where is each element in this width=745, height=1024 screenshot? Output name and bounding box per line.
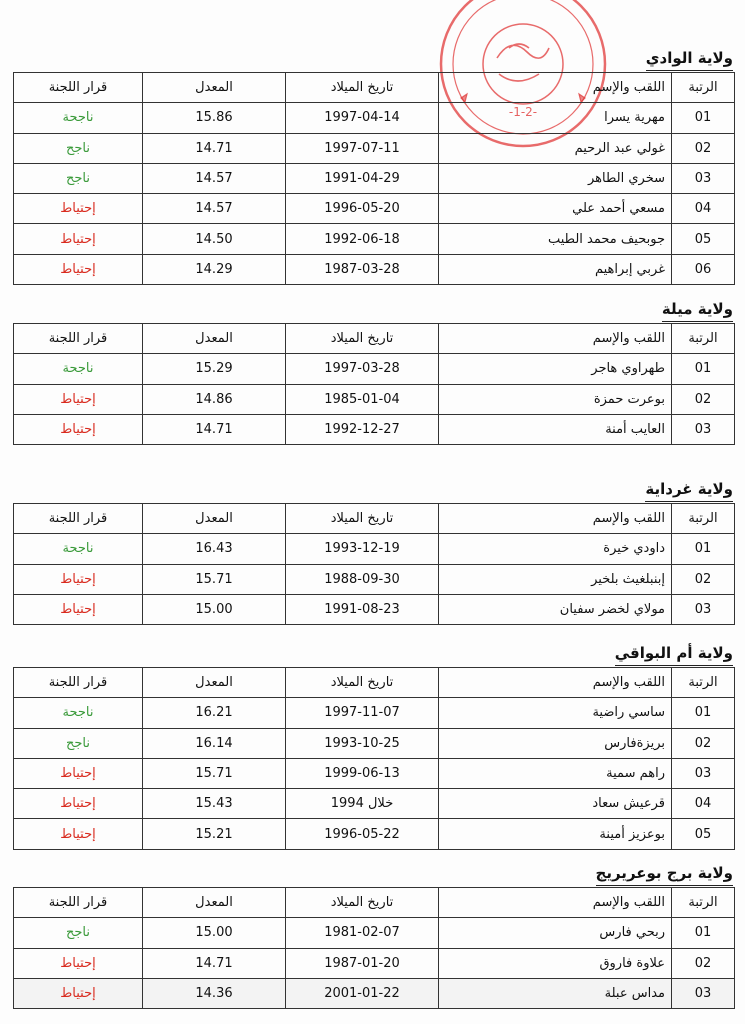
- decision-cell: إحتياط: [14, 758, 143, 788]
- name-cell: إبنبلغيث بلخير: [439, 564, 672, 594]
- name-cell: مداس عبلة: [439, 978, 672, 1008]
- column-header-decision: قرار اللجنة: [14, 668, 143, 698]
- average-cell: 14.71: [143, 133, 286, 163]
- table-row: [14, 948, 735, 978]
- name-cell: غولي عبد الرحيم: [439, 133, 672, 163]
- average-cell: 14.71: [143, 414, 286, 444]
- column-header-birth: تاريخ الميلاد: [286, 324, 439, 354]
- name-cell: ساسي راضية: [439, 698, 672, 728]
- column-header-rank: الرتبة: [672, 888, 735, 918]
- decision-cell: ناجحة: [14, 698, 143, 728]
- birth-date-cell: 1991-04-29: [286, 163, 439, 193]
- rank-cell: 02: [672, 564, 735, 594]
- average-cell: 15.21: [143, 819, 286, 849]
- name-cell: بريزةفارس: [439, 728, 672, 758]
- decision-cell: إحتياط: [14, 978, 143, 1008]
- table-row: [14, 163, 735, 193]
- rank-cell: 05: [672, 224, 735, 254]
- name-cell: بوعرت حمزة: [439, 384, 672, 414]
- decision-cell: ناجح: [14, 728, 143, 758]
- name-cell: غربي إبراهيم: [439, 254, 672, 284]
- section-title: ولاية ميلة: [662, 299, 733, 322]
- rank-cell: 02: [672, 728, 735, 758]
- section-title: ولاية غرداية: [645, 479, 733, 502]
- table-header-row: [14, 668, 735, 698]
- name-cell: قرعيش سعاد: [439, 789, 672, 819]
- results-table: [13, 323, 735, 445]
- name-cell: طهراوي هاجر: [439, 354, 672, 384]
- average-cell: 14.57: [143, 194, 286, 224]
- column-header-rank: الرتبة: [672, 73, 735, 103]
- decision-cell: إحتياط: [14, 224, 143, 254]
- birth-date-cell: خلال 1994: [286, 789, 439, 819]
- decision-cell: إحتياط: [14, 789, 143, 819]
- average-cell: 15.71: [143, 758, 286, 788]
- table-header-row: [14, 324, 735, 354]
- birth-date-cell: 1997-07-11: [286, 133, 439, 163]
- column-header-decision: قرار اللجنة: [14, 504, 143, 534]
- average-cell: 16.21: [143, 698, 286, 728]
- column-header-decision: قرار اللجنة: [14, 324, 143, 354]
- birth-date-cell: 1996-05-22: [286, 819, 439, 849]
- column-header-average: المعدل: [143, 324, 286, 354]
- name-cell: داودي خيرة: [439, 534, 672, 564]
- table-row: [14, 254, 735, 284]
- birth-date-cell: 2001-01-22: [286, 978, 439, 1008]
- column-header-birth: تاريخ الميلاد: [286, 504, 439, 534]
- average-cell: 14.71: [143, 948, 286, 978]
- decision-cell: ناجحة: [14, 354, 143, 384]
- column-header-rank: الرتبة: [672, 668, 735, 698]
- rank-cell: 01: [672, 534, 735, 564]
- average-cell: 15.86: [143, 103, 286, 133]
- table-row: [14, 354, 735, 384]
- table-row: [14, 698, 735, 728]
- name-cell: علاوة فاروق: [439, 948, 672, 978]
- table-row: [14, 564, 735, 594]
- birth-date-cell: 1997-04-14: [286, 103, 439, 133]
- birth-date-cell: 1987-01-20: [286, 948, 439, 978]
- name-cell: ربحي فارس: [439, 918, 672, 948]
- rank-cell: 03: [672, 594, 735, 624]
- column-header-average: المعدل: [143, 668, 286, 698]
- column-header-name: اللقب والإسم: [439, 888, 672, 918]
- rank-cell: 06: [672, 254, 735, 284]
- column-header-name: اللقب والإسم: [439, 73, 672, 103]
- birth-date-cell: 1981-02-07: [286, 918, 439, 948]
- column-header-name: اللقب والإسم: [439, 504, 672, 534]
- name-cell: سخري الطاهر: [439, 163, 672, 193]
- column-header-decision: قرار اللجنة: [14, 73, 143, 103]
- table-row: [14, 594, 735, 624]
- column-header-average: المعدل: [143, 73, 286, 103]
- decision-cell: إحتياط: [14, 594, 143, 624]
- table-row: [14, 103, 735, 133]
- average-cell: 16.43: [143, 534, 286, 564]
- rank-cell: 01: [672, 103, 735, 133]
- average-cell: 14.50: [143, 224, 286, 254]
- column-header-average: المعدل: [143, 888, 286, 918]
- birth-date-cell: 1993-12-19: [286, 534, 439, 564]
- birth-date-cell: 1992-06-18: [286, 224, 439, 254]
- average-cell: 15.29: [143, 354, 286, 384]
- stamp-number: -1-2-: [508, 105, 538, 119]
- column-header-birth: تاريخ الميلاد: [286, 668, 439, 698]
- birth-date-cell: 1988-09-30: [286, 564, 439, 594]
- table-header-row: [14, 73, 735, 103]
- birth-date-cell: 1991-08-23: [286, 594, 439, 624]
- results-table: [13, 667, 735, 850]
- table-row: [14, 414, 735, 444]
- section-title: ولاية برج بوعريريج: [596, 863, 733, 886]
- column-header-rank: الرتبة: [672, 504, 735, 534]
- column-header-name: اللقب والإسم: [439, 668, 672, 698]
- average-cell: 15.00: [143, 918, 286, 948]
- decision-cell: ناجحة: [14, 103, 143, 133]
- rank-cell: 02: [672, 948, 735, 978]
- column-header-average: المعدل: [143, 504, 286, 534]
- name-cell: العايب أمنة: [439, 414, 672, 444]
- rank-cell: 03: [672, 414, 735, 444]
- birth-date-cell: 1999-06-13: [286, 758, 439, 788]
- name-cell: مهرية يسرا: [439, 103, 672, 133]
- rank-cell: 04: [672, 194, 735, 224]
- rank-cell: 02: [672, 133, 735, 163]
- decision-cell: إحتياط: [14, 384, 143, 414]
- column-header-birth: تاريخ الميلاد: [286, 888, 439, 918]
- birth-date-cell: 1992-12-27: [286, 414, 439, 444]
- rank-cell: 03: [672, 758, 735, 788]
- rank-cell: 03: [672, 978, 735, 1008]
- table-header-row: [14, 888, 735, 918]
- rank-cell: 02: [672, 384, 735, 414]
- birth-date-cell: 1996-05-20: [286, 194, 439, 224]
- table-row: [14, 789, 735, 819]
- section-title: ولاية أم البواقي: [615, 643, 733, 666]
- average-cell: 16.14: [143, 728, 286, 758]
- decision-cell: ناجح: [14, 163, 143, 193]
- birth-date-cell: 1987-03-28: [286, 254, 439, 284]
- decision-cell: ناجح: [14, 133, 143, 163]
- table-row: [14, 728, 735, 758]
- table-row: [14, 819, 735, 849]
- table-row: [14, 224, 735, 254]
- table-row: [14, 133, 735, 163]
- column-header-birth: تاريخ الميلاد: [286, 73, 439, 103]
- birth-date-cell: 1985-01-04: [286, 384, 439, 414]
- average-cell: 14.36: [143, 978, 286, 1008]
- results-table: [13, 887, 735, 1009]
- name-cell: جوبحيف محمد الطيب: [439, 224, 672, 254]
- name-cell: مسعي أحمد علي: [439, 194, 672, 224]
- average-cell: 14.29: [143, 254, 286, 284]
- decision-cell: إحتياط: [14, 254, 143, 284]
- column-header-decision: قرار اللجنة: [14, 888, 143, 918]
- name-cell: بوعزيز أمينة: [439, 819, 672, 849]
- table-row: [14, 534, 735, 564]
- rank-cell: 01: [672, 918, 735, 948]
- section-title: ولاية الوادي: [646, 48, 733, 71]
- rank-cell: 04: [672, 789, 735, 819]
- average-cell: 15.43: [143, 789, 286, 819]
- decision-cell: إحتياط: [14, 194, 143, 224]
- name-cell: راهم سمية: [439, 758, 672, 788]
- average-cell: 14.86: [143, 384, 286, 414]
- average-cell: 14.57: [143, 163, 286, 193]
- table-row: [14, 978, 735, 1008]
- results-table: [13, 72, 735, 285]
- rank-cell: 03: [672, 163, 735, 193]
- decision-cell: إحتياط: [14, 819, 143, 849]
- decision-cell: ناجحة: [14, 534, 143, 564]
- average-cell: 15.00: [143, 594, 286, 624]
- decision-cell: إحتياط: [14, 564, 143, 594]
- table-header-row: [14, 504, 735, 534]
- average-cell: 15.71: [143, 564, 286, 594]
- table-row: [14, 758, 735, 788]
- rank-cell: 05: [672, 819, 735, 849]
- birth-date-cell: 1993-10-25: [286, 728, 439, 758]
- table-row: [14, 918, 735, 948]
- decision-cell: إحتياط: [14, 414, 143, 444]
- birth-date-cell: 1997-11-07: [286, 698, 439, 728]
- birth-date-cell: 1997-03-28: [286, 354, 439, 384]
- column-header-name: اللقب والإسم: [439, 324, 672, 354]
- decision-cell: إحتياط: [14, 948, 143, 978]
- rank-cell: 01: [672, 698, 735, 728]
- results-table: [13, 503, 735, 625]
- rank-cell: 01: [672, 354, 735, 384]
- table-row: [14, 194, 735, 224]
- name-cell: مولاي لخضر سفيان: [439, 594, 672, 624]
- column-header-rank: الرتبة: [672, 324, 735, 354]
- table-row: [14, 384, 735, 414]
- decision-cell: ناجح: [14, 918, 143, 948]
